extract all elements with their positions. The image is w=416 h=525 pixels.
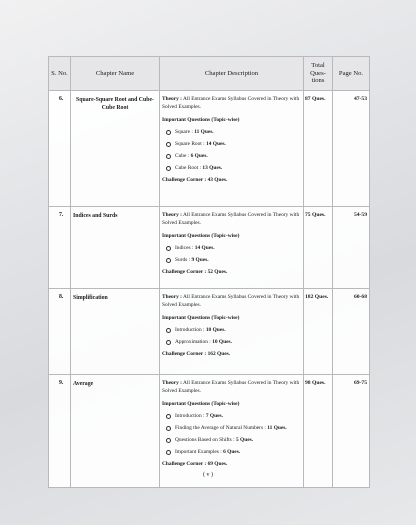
row-chapter-name: Simplification <box>71 289 160 375</box>
topic-list <box>162 412 301 456</box>
circle-bullet-icon <box>166 426 171 431</box>
topic-count: 5 Ques. <box>235 437 254 443</box>
row-total-questions: 75 Ques. <box>304 207 333 289</box>
table-row <box>49 91 370 207</box>
table-row <box>49 207 370 289</box>
topic-count: 11 Ques. <box>267 425 287 431</box>
circle-bullet-icon <box>166 130 171 135</box>
circle-bullet-icon <box>166 166 171 171</box>
important-questions-heading: Important Questions (Topic-wise) <box>162 401 240 407</box>
row-page-range: 60-68 <box>333 289 370 375</box>
topic-count: 10 Ques. <box>212 339 232 345</box>
circle-bullet-icon <box>166 340 171 345</box>
list-item <box>166 436 301 444</box>
list-item <box>166 244 301 252</box>
theory-line <box>162 95 301 111</box>
circle-bullet-icon <box>166 142 171 147</box>
row-sno: 8. <box>49 289 71 375</box>
table-row <box>49 375 370 488</box>
row-page-range: 69-75 <box>333 375 370 488</box>
list-item <box>166 412 301 420</box>
theory-label: Theory : <box>162 96 182 102</box>
list-item <box>166 256 301 264</box>
topic-label: Cube : <box>175 153 190 159</box>
important-questions-heading: Important Questions (Topic-wise) <box>162 315 240 321</box>
challenge-corner: Challenge Corner : 69 Ques. <box>162 461 228 467</box>
topic-label: Questions Based on Shifts : <box>175 437 235 443</box>
topic-count: 6 Ques. <box>223 449 241 455</box>
topic-label: Cube Root : <box>175 165 202 171</box>
theory-label: Theory : <box>162 380 182 386</box>
row-page-range: 54-59 <box>333 207 370 289</box>
header-total-questions: Total Ques- tions <box>304 57 333 91</box>
topic-list <box>162 326 301 346</box>
topic-count: 6 Ques. <box>190 153 208 159</box>
circle-bullet-icon <box>166 246 171 251</box>
topic-label: Important Examples : <box>175 449 222 455</box>
challenge-corner: Challenge Corner : 43 Ques. <box>162 177 228 183</box>
list-item <box>166 164 301 172</box>
header-page-no: Page No. <box>333 57 370 91</box>
row-chapter-name: Square-Square Root and Cube-Cube Root <box>71 91 160 207</box>
topic-label: Square Root : <box>175 141 205 147</box>
contents-table <box>48 56 370 488</box>
topic-label: Introduction : <box>175 413 205 419</box>
header-sno: S. No. <box>49 57 71 91</box>
theory-line <box>162 293 301 309</box>
row-chapter-name: Average <box>71 375 160 488</box>
circle-bullet-icon <box>166 328 171 333</box>
row-description <box>160 375 304 488</box>
circle-bullet-icon <box>166 258 171 263</box>
theory-line <box>162 379 301 395</box>
theory-label: Theory : <box>162 294 182 300</box>
table-row <box>49 289 370 375</box>
row-sno: 7. <box>49 207 71 289</box>
topic-count: 10 Ques. <box>205 327 226 333</box>
important-questions-heading: Important Questions (Topic-wise) <box>162 117 240 123</box>
header-chapter-name: Chapter Name <box>71 57 160 91</box>
list-item <box>166 140 301 148</box>
topic-label: Finding the Average of Natural Numbers : <box>175 425 266 431</box>
row-description <box>160 289 304 375</box>
row-page-range: 47-53 <box>333 91 370 207</box>
challenge-corner: Challenge Corner : 162 Ques. <box>162 351 231 357</box>
header-chapter-description: Chapter Description <box>160 57 304 91</box>
theory-text: All Entrance Exams Syllabus Covered in Theory with Solved Examples. <box>162 96 300 110</box>
row-sno: 9. <box>49 375 71 488</box>
topic-count: 14 Ques. <box>194 245 215 251</box>
topic-label: Indices : <box>175 245 194 251</box>
list-item <box>166 152 301 160</box>
circle-bullet-icon <box>166 450 171 455</box>
topic-count: 11 Ques. <box>194 129 214 135</box>
theory-text: All Entrance Exams Syllabus Covered in Theory with Solved Examples. <box>162 212 300 226</box>
circle-bullet-icon <box>166 414 171 419</box>
row-total-questions: 87 Ques. <box>304 91 333 207</box>
page-number: ( v ) <box>203 472 213 478</box>
list-item <box>166 128 301 136</box>
theory-text: All Entrance Exams Syllabus Covered in Theory with Solved Examples. <box>162 380 300 394</box>
row-description <box>160 91 304 207</box>
topic-list <box>162 244 301 264</box>
list-item <box>166 326 301 334</box>
topic-label: Square : <box>175 129 193 135</box>
topic-label: Introduction : <box>175 327 205 333</box>
row-description <box>160 207 304 289</box>
table-header-row <box>49 57 370 91</box>
topic-list <box>162 128 301 172</box>
theory-text: All Entrance Exams Syllabus Covered in Theory with Solved Examples. <box>162 294 300 308</box>
list-item <box>166 338 301 346</box>
circle-bullet-icon <box>166 438 171 443</box>
important-questions-heading: Important Questions (Topic-wise) <box>162 233 240 239</box>
topic-count: 7 Ques. <box>205 413 223 419</box>
topic-count: 9 Ques. <box>191 257 209 263</box>
list-item <box>166 448 301 456</box>
circle-bullet-icon <box>166 154 171 159</box>
row-total-questions: 182 Ques. <box>304 289 333 375</box>
theory-line <box>162 211 301 227</box>
theory-label: Theory : <box>162 212 182 218</box>
topic-count: 13 Ques. <box>202 165 223 171</box>
challenge-corner: Challenge Corner : 52 Ques. <box>162 269 228 275</box>
list-item <box>166 424 301 432</box>
row-chapter-name: Indices and Surds <box>71 207 160 289</box>
row-sno: 6. <box>49 91 71 207</box>
topic-label: Approximation : <box>175 339 211 345</box>
row-total-questions: 98 Ques. <box>304 375 333 488</box>
topic-count: 14 Ques. <box>206 141 226 147</box>
topic-label: Surds : <box>175 257 191 263</box>
